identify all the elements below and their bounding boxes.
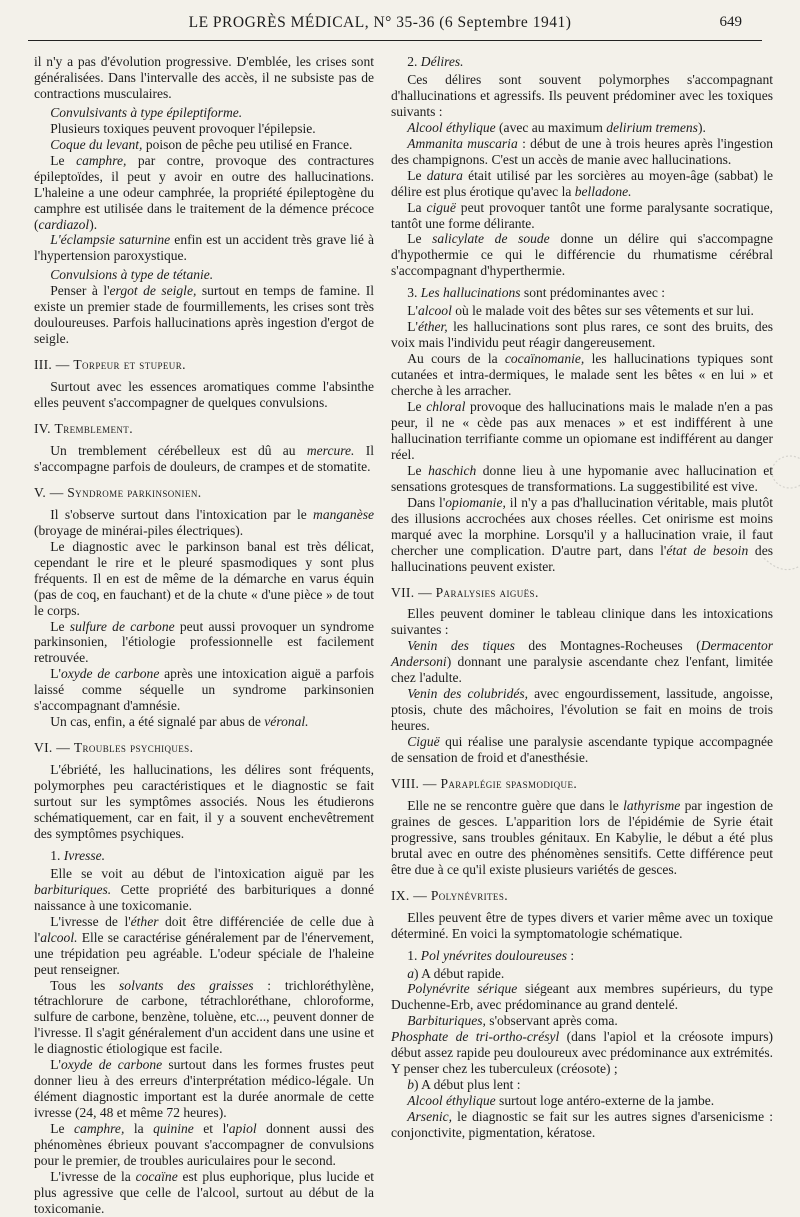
paragraph: Elle se voit au début de l'intoxication aiguë par les barbituriques. Cette propriété des barbituriques a donné naissance à une toxicomanie. xyxy=(34,865,374,913)
paragraph: Le diagnostic avec le parkinson banal est très délicat, cependant le rire et le pleuré spasmodiques y sont plus fréquents. Il en est de même de la démarche en varus équin (pas de coq, en fauchant) et de la chute « d'une pièce » de tout le corps. xyxy=(34,538,374,618)
paragraph: Surtout avec les essences aromatiques comme l'absinthe elles peuvent s'accompagner de quelques convulsions. xyxy=(34,379,374,411)
journal-title: LE PROGRÈS MÉDICAL, N° 35-36 (6 Septembre 1941) xyxy=(188,14,572,31)
paragraph: Le camphre, la quinine et l'apiol donnent aussi des phénomènes ébrieux pouvant s'accompagner de convulsions pour le premier, de troubles auriculaires pour le second. xyxy=(34,1121,374,1168)
header-rule xyxy=(28,40,762,41)
paragraph: Venin des tiques des Montagnes-Rocheuses (Dermacentor Andersoni) donnant une paralysie ascendante chez l'enfant, limitée chez l'adulte. xyxy=(391,638,773,686)
subheading: Convulsivants à type épileptiforme. xyxy=(50,104,243,120)
subheading: 2. Délires. xyxy=(407,54,464,69)
paragraph: L'éther, les hallucinations sont plus rares, ce sont des bruits, des voix mais l'individu peut réagir dangereusement. xyxy=(391,319,773,351)
subheading: Convulsions à type de tétanie. xyxy=(50,267,214,283)
paragraph: Alcool éthylique surtout loge antéro-externe de la jambe. xyxy=(407,1093,715,1109)
library-stamp-mark xyxy=(762,548,800,578)
paragraph: L'alcool où le malade voit des bêtes sur ses vêtements et sur lui. xyxy=(407,303,754,319)
page-number: 649 xyxy=(719,14,742,30)
paragraph: Le sulfure de carbone peut aussi provoquer un syndrome parkinsonien, l'étiologie professionnelle est facilement retrouvée. xyxy=(34,618,374,666)
subheading: 3. Les hallucinations sont prédominantes avec : xyxy=(407,285,665,301)
paragraph: La ciguë peut provoquer tantôt une forme paralysante socratique, tantôt une forme délirante. xyxy=(391,199,773,231)
paragraph: Dans l'opiomanie, il n'y a pas d'hallucination véritable, mais plutôt des illusions accrochées aux choses réelles. Cet onirisme est moins marqué avec la morphine. Lorsqu'il y a hallucination vraie, il faut chercher une complication. D'autre part, dans l'état de besoin des hallucinations peuvent exister. xyxy=(391,494,774,574)
paragraph: Polynévrite sérique siégeant aux membres supérieurs, du type Duchenne-Erb, avec prédominance au grand dentelé. xyxy=(391,981,773,1013)
paragraph: il n'y a pas d'évolution progressive. D'emblée, les crises sont généralisées. Dans l'intervalle des accès, il ne subsiste pas de contractions musculaires. xyxy=(34,54,374,101)
paragraph: Ammanita muscaria : début de une à trois heures après l'ingestion des champignons. C'est un accès de manie avec hallucinations. xyxy=(391,135,773,167)
section-heading-3: III. — Torpeur et stupeur. xyxy=(34,357,186,373)
paragraph: Elles peuvent être de types divers et varier même avec un toxique déterminé. En voici la symptomatologie schématique. xyxy=(391,909,773,941)
paragraph: Arsenic, le diagnostic se fait sur les autres signes d'arsenicisme : conjonctivite, pigmentation, kératose. xyxy=(391,1109,773,1141)
paragraph: Plusieurs toxiques peuvent provoquer l'épilepsie. xyxy=(50,120,316,136)
paragraph: Elle ne se rencontre guère que dans le lathyrisme par ingestion de graines de gesces. L'apparition lors de l'épidémie de Syrie était progressive, sans troubles génitaux. En Kabylie, le début a été plus brutal avec en outre des phénomènes sensitifs. Cette différence peut être due à ce qu'il existe plusieurs variétés de gesces. xyxy=(391,797,773,877)
paragraph: L'oxyde de carbone surtout dans les formes frustes peut donner lieu à des erreurs d'interprétation médico-légale. Un élément diagnostic important est la durée anormale de cette ivresse (24, 48 et même 72 heures). xyxy=(34,1057,374,1121)
subheading: 1. Pol ynévrites douloureuses : xyxy=(407,947,575,963)
subheading: 1. Ivresse. xyxy=(50,847,106,863)
section-heading-5: V. — Syndrome parkinsonien. xyxy=(34,484,202,500)
section-heading-4: IV. Tremblement. xyxy=(34,421,133,437)
section-heading-6: VI. — Troubles psychiques. xyxy=(34,740,194,756)
paragraph: Tous les solvants des graisses : trichloréthylène, tétrachlorure de carbone, tétrachloréthane, chloroforme, sulfure de carbone, benzène, toluène, etc..., peuvent donner de l'ivresse. Il s'agit généralement d'un accident dans une usine et le diagnostic étiologique est facile. xyxy=(34,977,374,1057)
right-column xyxy=(391,54,773,1141)
paragraph: Le salicylate de soude donne un délire qui s'accompagne d'hypothermie ce qui le différencie du rhumatisme cérébral s'accompagnant d'hyperthermie. xyxy=(391,231,773,279)
paragraph: L'éclampsie saturnine enfin est un accident très grave lié à l'hypertension paroxystique. xyxy=(34,232,374,264)
paragraph: Alcool éthylique (avec au maximum delirium tremens). xyxy=(407,119,706,135)
paragraph: Penser à l'ergot de seigle, surtout en temps de famine. Il existe un premier stade de fourmillements, les crises sont très douloureuses. Parfois hallucinations après ingestion d'ergot de seigle. xyxy=(34,283,375,347)
paragraph: a) A début rapide. xyxy=(407,965,505,981)
paragraph: Un tremblement cérébelleux est dû au mercure. Il s'accompagne parfois de douleurs, de crampes et de stomatite. xyxy=(34,442,374,474)
paragraph: L'ébriété, les hallucinations, les délires sont fréquents, polymorphes peu caractéristiques et le diagnostic se fait surtout sur les symptômes associés. Nous les étudierons schématiquement, car en fait, il y a souvent enchevêtrement des symptômes psychiques. xyxy=(34,762,374,841)
paragraph: Ciguë qui réalise une paralysie ascendante typique accompagnée de sensation de froid et d'anesthésie. xyxy=(391,734,773,766)
paragraph: L'ivresse de l'éther doit être différenciée de celle due à l'alcool. Elle se caractérise généralement par de l'énervement, une trépidation peu agréable. L'odeur spéciale de l'haleine peut renseigner. xyxy=(34,913,374,977)
paragraph: Coque du levant, poison de pêche peu utilisé en France. xyxy=(50,136,353,152)
section-heading-9: IX. — Polynévrites. xyxy=(391,887,509,903)
paragraph: Le haschich donne lieu à une hypomanie avec hallucination et sensations grotesques de transformations. La suggestibilité est vive. xyxy=(391,462,773,494)
paragraph: Le datura était utilisé par les sorcières au moyen-âge (sabbat) le délire est plus érotique qu'avec la belladone. xyxy=(391,167,773,199)
paragraph: Barbituriques, s'observant après coma. xyxy=(407,1013,618,1029)
paragraph: Le chloral provoque des hallucinations mais le malade n'en a pas peur, il ne « cède pas aux menaces » et est indifférent à une hallucination terrifiante comme un opiomane est indifférent au danger réel. xyxy=(391,399,773,462)
paragraph: Venin des colubridés, avec engourdissement, lassitude, angoisse, ptosis, chute des mâchoires, l'évolution se fait en moins de trois heures. xyxy=(391,686,773,734)
paragraph: Elles peuvent dominer le tableau clinique dans les intoxications suivantes : xyxy=(391,606,773,638)
section-heading-8: VIII. — Paraplégie spasmodique. xyxy=(391,775,578,791)
library-stamp-mark xyxy=(760,452,800,492)
paragraph: Le camphre, par contre, provoque des contractures épileptoïdes, il peut y avoir en outre des hallucinations. L'haleine a une odeur camphrée, la propriété épileptogène du camphre est utilisée dans le traitement de la démence précoce (cardiazol). xyxy=(34,152,374,232)
left-column xyxy=(34,54,374,1217)
paragraph: Ces délires sont souvent polymorphes s'accompagnant d'hallucinations et agressifs. Ils peuvent prédominer avec les toxiques suivants : xyxy=(391,71,773,119)
running-header xyxy=(28,14,742,38)
paragraph: Un cas, enfin, a été signalé par abus de véronal. xyxy=(50,714,309,730)
paragraph: L'oxyde de carbone après une intoxication aiguë a parfois laissé comme séquelle un syndrome parkinsonien s'accompagnant d'amnésie. xyxy=(34,666,374,714)
section-heading-7: VII. — Paralysies aiguës. xyxy=(391,584,539,600)
paragraph: L'ivresse de la cocaïne est plus euphorique, plus lucide et plus agressive que celle de l'alcool, surtout au début de la toxicomanie. xyxy=(34,1168,374,1216)
paragraph: b) A début plus lent : xyxy=(407,1077,521,1093)
paragraph: Phosphate de tri-ortho-crésyl (dans l'apiol et la créosote impurs) début assez rapide peu douloureux avec prédominance aux extrémités. Y penser chez les tuberculeux (créosote) ; xyxy=(391,1029,773,1077)
paragraph: Au cours de la cocaïnomanie, les hallucinations typiques sont cutanées et intra-dermiques, le malade sent les bêtes « en lui » et cherche à les arracher. xyxy=(391,351,773,399)
paragraph: Il s'observe surtout dans l'intoxication par le manganèse (broyage de minérai-piles électriques). xyxy=(34,506,374,538)
